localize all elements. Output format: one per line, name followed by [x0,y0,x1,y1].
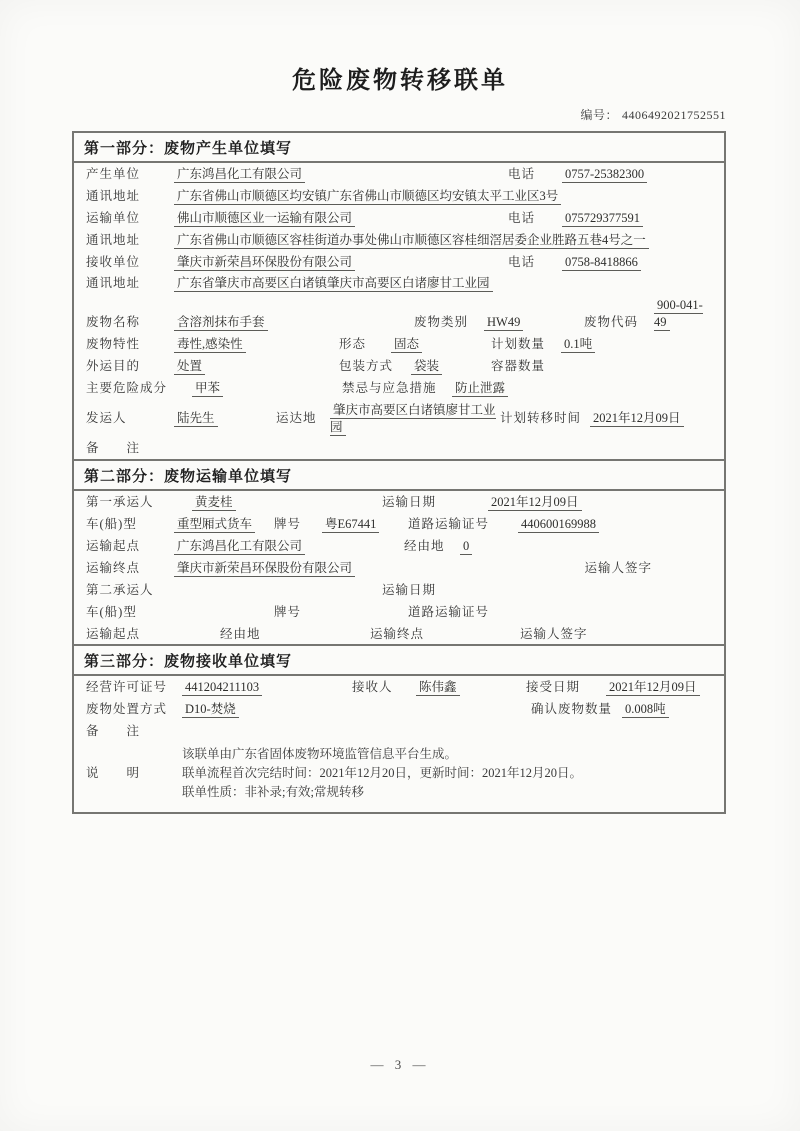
serial-label: 编号： [580,108,618,122]
waste-property-value: 毒性,感染性 [174,337,246,353]
transporter-address-row [74,229,724,251]
via-slot [460,538,712,555]
waste-name-value: 含溶剂抹布手套 [174,315,268,331]
first-carrier-label: 第一承运人 [86,495,154,510]
planned-qty-value: 0.1吨 [561,337,595,353]
notes-label: 说 明 [86,765,141,780]
receiver-person-slot [416,679,526,696]
transporter-address-label: 通讯地址 [86,232,141,247]
section1-remark-label: 备 注 [86,441,141,456]
plate-label: 牌号 [274,517,302,532]
shipper-label: 发运人 [86,411,127,426]
form-value: 固态 [391,337,422,353]
disposal-value: D10-焚烧 [182,702,239,718]
producer-address-row [74,185,724,207]
hazard-row [74,377,724,399]
section1-remark-row [74,437,724,459]
plate2-label: 牌号 [274,604,302,619]
emergency-label: 禁忌与应急措施 [342,380,437,395]
producer-value: 广东鸿昌化工有限公司 [174,167,305,183]
receiver-person-label: 接收人 [352,680,393,695]
purpose-row [74,355,724,377]
section3-header: 第三部分：废物接收单位填写 [74,644,724,676]
receiver-value-slot [174,254,508,271]
page-number: — 3 — [370,1057,430,1072]
waste-property-row [74,333,724,355]
terminus-label: 运输终点 [86,560,141,575]
origin-slot [174,538,404,555]
hazard-slot [192,380,342,397]
transport-date-slot [488,494,712,511]
vehicle-type-slot [174,516,274,533]
hazard-value: 甲苯 [192,381,223,397]
vehicle2-row [74,601,724,623]
terminus-slot [174,560,514,577]
terminus-value: 肇庆市新荣昌环保股份有限公司 [174,561,355,577]
waste-category-slot [484,314,584,331]
receiver-value: 肇庆市新荣昌环保股份有限公司 [174,255,355,271]
notes-row [74,742,724,812]
road-permit2-label: 道路运输证号 [408,604,490,619]
note-line-2: 联单流程首次完结时间：2021年12月20日，更新时间：2021年12月20日。 [182,765,583,780]
serial-number: 4406492021752551 [622,108,726,122]
road-permit-label: 道路运输证号 [408,517,490,532]
producer-address-label: 通讯地址 [86,188,141,203]
section3-remark-row [74,720,724,742]
note-line-3: 联单性质：非补录;有效;常规转移 [182,784,364,799]
shipper-row [74,399,724,438]
vehicle-type-label: 车(船)型 [86,517,137,532]
producer-address-value: 广东省佛山市顺德区均安镇广东省佛山市顺德区均安镇太平工业区3号 [174,189,561,205]
route2-row [74,623,724,645]
transport-date2-label: 运输日期 [382,582,437,597]
signature-label: 运输人签字 [584,560,652,575]
road-permit-slot [518,516,712,533]
waste-code-value: 900-041-49 [654,298,703,330]
origin-row [74,535,724,557]
license-label: 经营许可证号 [86,680,168,695]
receiver-address-value: 广东省肇庆市高要区白诸镇肇庆市高要区白诸廖甘工业园 [174,276,493,292]
receiver-address-label: 通讯地址 [86,276,141,291]
notes-block [182,745,712,802]
transport-date-value: 2021年12月09日 [488,495,582,511]
second-carrier-row [74,579,724,601]
waste-name-row [74,294,724,333]
license-slot [182,679,352,696]
waste-name-slot [174,314,414,331]
waste-property-slot [174,336,339,353]
destination-slot [330,402,500,436]
section-receiver [74,644,724,811]
receiver-phone-slot [562,254,712,271]
emergency-slot [452,380,712,397]
purpose-slot [174,358,339,375]
confirmed-pair [531,701,712,718]
accept-date-slot [606,679,712,696]
waste-category-label: 废物类别 [414,315,469,330]
license-row [74,676,724,698]
note-line-1: 该联单由广东省固体废物环境监管信息平台生成。 [182,747,458,761]
transporter-phone-value: 075729377591 [562,211,643,227]
section3-remark-label: 备 注 [86,724,141,739]
hazard-label: 主要危险成分 [86,380,168,395]
transporter-label: 运输单位 [86,210,141,225]
first-carrier-value: 黄麦桂 [192,495,236,511]
waste-category-value: HW49 [484,315,523,331]
receiver-label: 接收单位 [86,254,141,269]
origin2-label: 运输起点 [86,626,141,641]
via-label: 经由地 [404,539,445,553]
terminus-row [74,557,724,579]
receiver-phone-label: 电话 [508,254,536,269]
shipper-slot [174,410,276,427]
transporter-phone-slot [562,210,712,227]
packaging-slot [411,358,491,375]
waste-code-slot [654,297,712,331]
disposal-row [74,698,724,720]
origin-value: 广东鸿昌化工有限公司 [174,539,305,555]
vehicle-type-value: 重型厢式货车 [174,517,255,533]
form-label: 形态 [339,337,367,351]
transporter-row [74,207,724,229]
road-permit-value: 440600169988 [518,517,599,533]
section-producer [74,133,724,459]
transporter-address-value: 广东省佛山市顺德区容桂街道办事处佛山市顺德区容桂细滘居委企业胜路五巷4号之一 [174,233,649,249]
purpose-value: 处置 [174,359,205,375]
producer-phone-value: 0757-25382300 [562,167,647,183]
serial-number-line [576,106,726,123]
receiver-row [74,251,724,273]
transporter-value-slot [174,210,508,227]
via-value: 0 [460,539,472,555]
vehicle-type2-label: 车(船)型 [86,604,137,619]
receiver-person-value: 陈伟鑫 [416,680,460,696]
plate-value: 粤E67441 [322,517,379,533]
planned-qty-label: 计划数量 [491,337,546,351]
producer-phone-slot [562,166,712,183]
confirmed-qty-label: 确认废物数量 [530,702,612,717]
packaging-label: 包装方式 [339,358,394,373]
transfer-time-value: 2021年12月09日 [590,411,684,427]
first-carrier-slot [192,494,382,511]
transporter-value: 佛山市顺德区业一运输有限公司 [174,211,355,227]
shipper-value: 陆先生 [174,411,218,427]
section2-header: 第二部分：废物运输单位填写 [74,459,724,491]
waste-code-label: 废物代码 [584,315,639,330]
terminus2-label: 运输终点 [370,626,425,641]
container-qty-label: 容器数量 [491,358,546,373]
waste-name-label: 废物名称 [86,315,141,330]
via2-label: 经由地 [220,626,261,641]
purpose-label: 外运目的 [86,358,141,373]
transporter-address-slot [174,232,712,249]
packaging-value: 袋装 [411,359,442,375]
emergency-value: 防止泄露 [452,381,508,397]
receiver-phone-value: 0758-8418866 [562,255,641,271]
second-carrier-label: 第二承运人 [86,582,154,597]
transfer-time-slot [590,410,712,427]
document-title: 危险废物转移联单 [292,67,508,94]
license-value: 441204211103 [182,680,262,696]
vehicle-row [74,513,724,535]
form-slot [391,336,491,353]
receiver-address-slot [174,275,712,292]
destination-value: 肇庆市高要区白诸镇廖甘工业园 [330,402,496,434]
section-transporter [74,459,724,644]
destination-label: 运达地 [276,411,317,426]
signature2-label: 运输人签字 [520,626,588,641]
producer-address-slot [174,188,712,205]
receiver-address-row [74,272,724,294]
accept-date-value: 2021年12月09日 [606,680,700,696]
accept-date-label: 接受日期 [526,680,581,695]
planned-qty-slot [561,336,712,353]
producer-row [74,163,724,185]
transport-date-label: 运输日期 [382,495,437,510]
producer-value-slot [174,166,508,183]
origin-label: 运输起点 [86,539,141,553]
confirmed-qty-value: 0.008吨 [622,702,669,718]
manifest-table [72,131,726,814]
first-carrier-row [74,491,724,513]
producer-label: 产生单位 [86,167,141,181]
disposal-label: 废物处置方式 [86,702,168,717]
transporter-phone-label: 电话 [508,210,536,225]
plate-slot [322,516,408,533]
disposal-slot [182,701,352,718]
section1-header: 第一部分：废物产生单位填写 [74,133,724,163]
confirmed-qty-slot [622,701,712,718]
waste-property-label: 废物特性 [86,337,141,351]
transfer-time-label: 计划转移时间 [500,411,582,426]
producer-phone-label: 电话 [508,167,536,181]
